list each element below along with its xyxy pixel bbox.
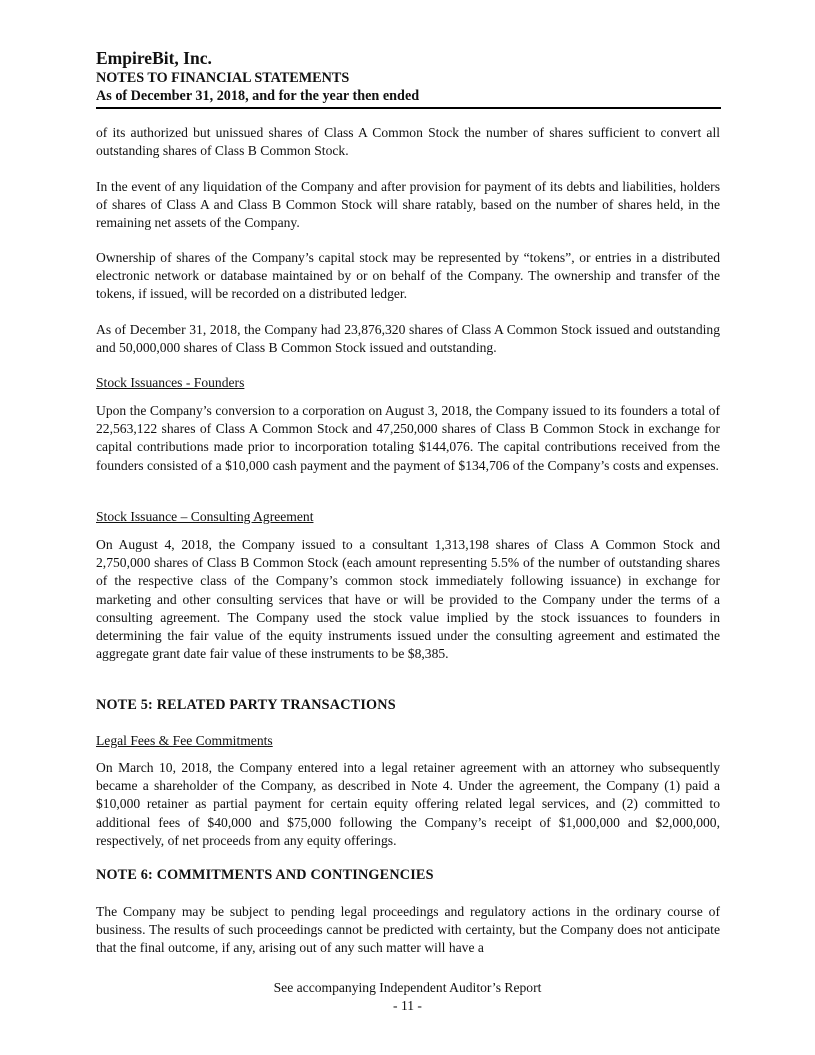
paragraph-consulting: On August 4, 2018, the Company issued to a consultant 1,313,198 shares of Class A Common Stock and 2,750,000 shares of Class B Common Stock (each amount representing 5.5% of the number of outstanding shares of the respective class of the Company’s common stock immediately following issuance) in exchange for marketing and other consulting services that have or will be provided to the Company under the terms of a consulting agreement. The Company used the stock value implied by the stock issuances to founders in determining the fair value of the equity instruments issued under the consulting agreement and estimated the aggregate grant date fair value of these instruments to be $8,385.: [96, 537, 720, 662]
subheading-consulting: Stock Issuance – Consulting Agreement: [96, 509, 314, 524]
paragraph-contingencies: The Company may be subject to pending legal proceedings and regulatory actions in the ordinary course of business. The results of such proceedings cannot be predicted with certainty, but the Company does not anticipate that the final outcome, if any, arising out of any such matter will have a: [96, 904, 720, 956]
document-period: As of December 31, 2018, and for the year then ended: [96, 88, 420, 104]
footer-note: See accompanying Independent Auditor’s Report: [273, 980, 542, 995]
paragraph-conversion: of its authorized but unissued shares of Class A Common Stock the number of shares sufficient to convert all outstanding shares of Class B Common Stock.: [96, 125, 720, 159]
page-number: - 11 -: [393, 998, 422, 1013]
header-rule: [96, 107, 721, 109]
note6-heading: NOTE 6: COMMITMENTS AND CONTINGENCIES: [96, 867, 434, 883]
subheading-founders: Stock Issuances - Founders: [96, 375, 245, 390]
note5-heading: NOTE 5: RELATED PARTY TRANSACTIONS: [96, 697, 396, 713]
paragraph-shares-outstanding: As of December 31, 2018, the Company had 23,876,320 shares of Class A Common Stock issued and outstanding and 50,000,000 shares of Class B Common Stock issued and outstanding.: [96, 322, 720, 356]
paragraph-tokens: Ownership of shares of the Company’s capital stock may be represented by “tokens”, or entries in a distributed electronic network or database maintained by or on behalf of the Company. The ownership and transfer of the tokens, if issued, will be recorded on a distributed ledger.: [96, 250, 720, 302]
paragraph-founders: Upon the Company’s conversion to a corporation on August 3, 2018, the Company issued to its founders a total of 22,563,122 shares of Class A Common Stock and 47,250,000 shares of Class B Common Stock in exchange for capital contributions made prior to incorporation totaling $144,076. The capital contributions received from the founders consisted of a $10,000 cash payment and the payment of $134,706 of the Company’s costs and expenses.: [96, 403, 720, 473]
paragraph-legal-fees: On March 10, 2018, the Company entered into a legal retainer agreement with an attorney who subsequently became a shareholder of the Company, as described in Note 4. Under the agreement, the Company (1) paid a $10,000 retainer as partial payment for certain equity offering related legal services, and (2) committed to additional fees of $40,000 and $75,000 following the Company’s receipt of $1,000,000 and $2,000,000, respectively, of net proceeds from any equity offerings.: [96, 760, 720, 848]
document-title: NOTES TO FINANCIAL STATEMENTS: [96, 70, 350, 86]
subheading-legal-fees: Legal Fees & Fee Commitments: [96, 733, 273, 748]
paragraph-liquidation: In the event of any liquidation of the Company and after provision for payment of its debts and liabilities, holders of shares of Class A and Class B Common Stock will share ratably, based on the number of shares held, in the remaining net assets of the Company.: [96, 179, 720, 231]
company-name: EmpireBit, Inc.: [96, 48, 212, 68]
